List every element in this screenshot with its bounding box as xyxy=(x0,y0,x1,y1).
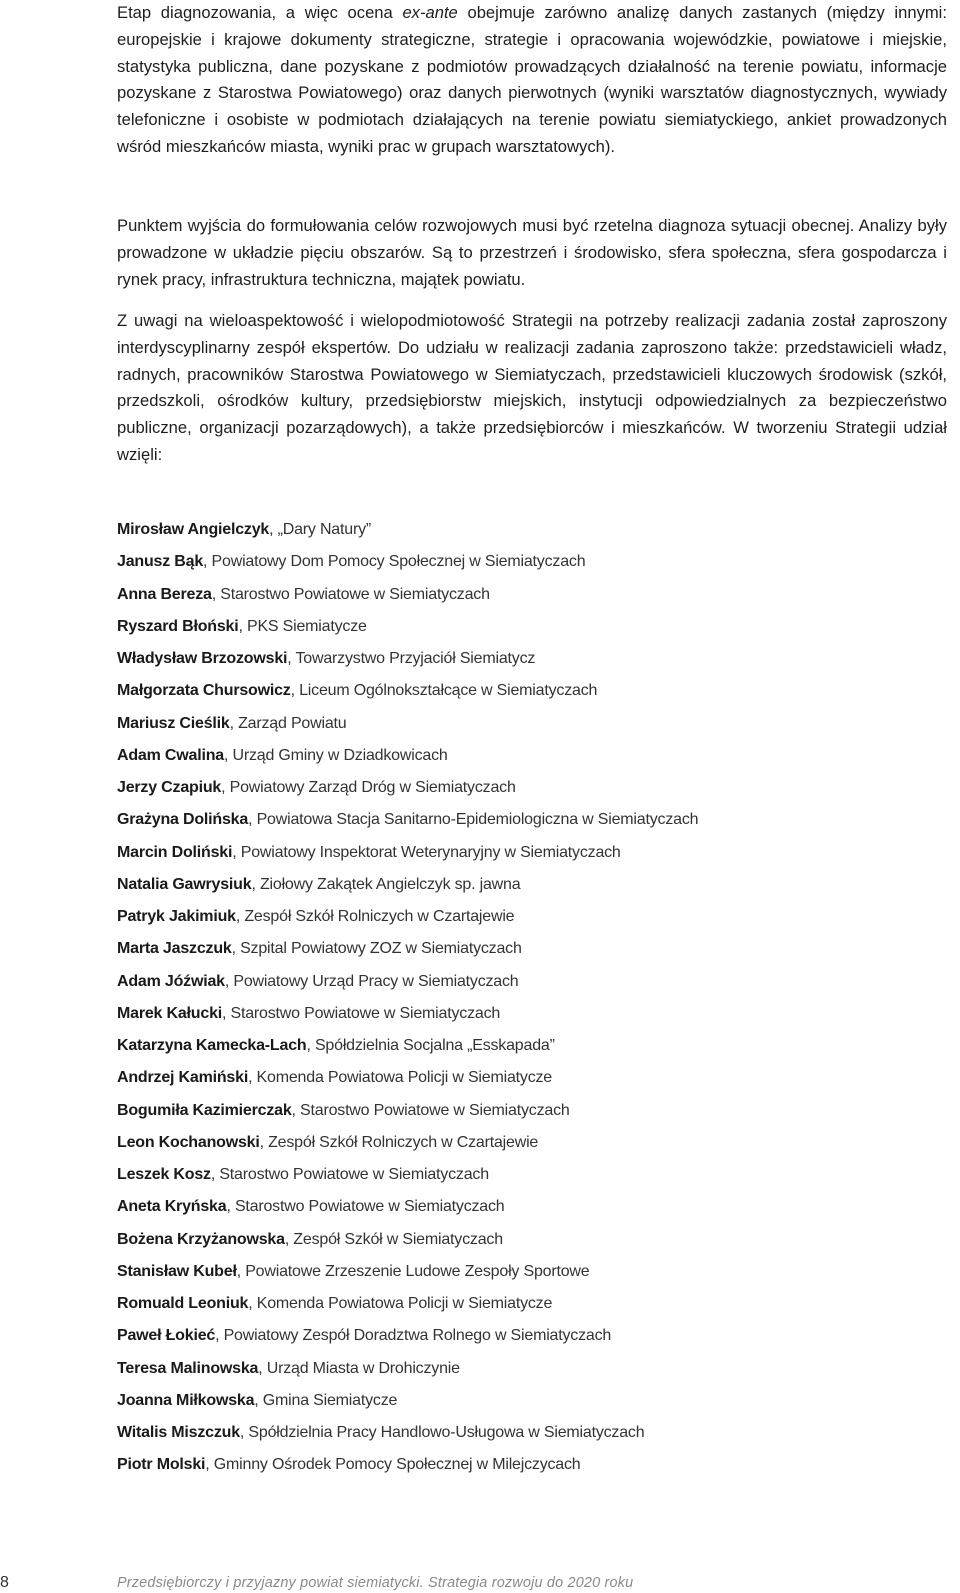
participant-name: Patryk Jakimiuk xyxy=(117,908,236,925)
participant-name: Andrzej Kamiński xyxy=(117,1069,249,1087)
paragraph-experts: Z uwagi na wieloaspektowość i wielopodmiotowość Strategii na potrzeby realizacji zadania został zaproszony interdyscyplinarny zespół ekspertów. Do udziału w realizacji zadania zaproszono także: przedstawicieli władz, radnych, pracowników Starostwa Powiatowego w Siemiatyczach, przedstawicieli kluczowych środowisk (szkół, przedszkoli, ośrodków kultury, przedsiębiorstw miejskich, instytucji odpowiedzialnych za bezpieczeństwo publiczne, organizacji pozarządowych), a także przedsiębiorców i mieszkańców. W tworzeniu Strategii udział wzięli: xyxy=(117,311,947,464)
participant-name: Ryszard Błoński xyxy=(117,617,239,635)
participant-name: Marek Kałucki xyxy=(117,1004,223,1022)
list-item xyxy=(117,1389,947,1421)
list-item xyxy=(117,873,947,905)
list-item xyxy=(117,647,947,679)
participant-name: Natalia Gawrysiuk xyxy=(117,875,252,893)
participant-organization: , Urząd Miasta w Drohiczynie xyxy=(258,1359,460,1377)
participant-name: Aneta Kryńska xyxy=(117,1198,227,1216)
list-item xyxy=(117,1324,947,1356)
participant-organization: , PKS Siemiatycze xyxy=(238,617,367,635)
participant-name: Mariusz Cieślik xyxy=(117,714,230,732)
participant-name: Adam Cwalina xyxy=(117,746,224,764)
participant-name: Adam Jóźwiak xyxy=(117,972,225,990)
paragraph-starting-point: Punktem wyjścia do formułowania celów rozwojowych musi być rzetelna diagnoza sytuacji obecnej. Analizy były prowadzone w układzie pięciu obszarów. Są to przestrzeń i środowisko, sfera społeczna, sfera gospodarcza i rynek pracy, infrastruktura techniczna, majątek powiatu. xyxy=(117,216,947,289)
list-item xyxy=(117,1228,947,1260)
participant-organization: , Zarząd Powiatu xyxy=(229,714,347,732)
list-item xyxy=(117,1357,947,1389)
participant-organization: , Spółdzielnia Socjalna „Esskapada” xyxy=(306,1037,555,1054)
participant-name: Marta Jaszczuk xyxy=(117,940,232,958)
participant-name: Janusz Bąk xyxy=(117,553,204,571)
list-item xyxy=(117,1453,947,1485)
list-item xyxy=(117,744,947,776)
participant-name: Jerzy Czapiuk xyxy=(117,779,222,796)
list-item xyxy=(117,1195,947,1227)
participant-organization: , Urząd Gminy w Dziadkowicach xyxy=(223,746,448,764)
participant-name: Teresa Malinowska xyxy=(117,1359,259,1377)
participant-organization: , Powiatowy Urząd Pracy w Siemiatyczach xyxy=(224,972,519,990)
participant-name: Leon Kochanowski xyxy=(117,1133,260,1151)
list-item xyxy=(117,1099,947,1131)
participant-organization: , Starostwo Powiatowe w Siemiatyczach xyxy=(211,585,490,603)
participant-organization: , Gminny Ośrodek Pomocy Społecznej w Milejczycach xyxy=(205,1456,581,1474)
list-item xyxy=(117,615,947,647)
participant-organization: , Starostwo Powiatowe w Siemiatyczach xyxy=(226,1198,505,1216)
participant-organization: , Liceum Ogólnokształcące w Siemiatyczach xyxy=(290,682,598,700)
participant-organization: , Powiatowy Inspektorat Weterynaryjny w Siemiatyczach xyxy=(232,843,621,861)
participant-name: Anna Bereza xyxy=(117,585,212,603)
list-item xyxy=(117,1131,947,1163)
participant-organization: , Zespół Szkół Rolniczych w Czartajewie xyxy=(259,1133,539,1151)
participant-organization: , Starostwo Powiatowe w Siemiatyczach xyxy=(210,1166,489,1183)
paragraph-diagnosis-start: Etap diagnozowania, a więc ocena xyxy=(117,3,403,22)
participant-name: Grażyna Dolińska xyxy=(117,811,249,829)
participant-name: Mirosław Angielczyk xyxy=(117,521,270,538)
participant-name: Bożena Krzyżanowska xyxy=(117,1230,285,1248)
list-item xyxy=(117,1260,947,1292)
list-item xyxy=(117,937,947,969)
participant-organization: , „Dary Natury” xyxy=(269,521,372,538)
participant-organization: , Komenda Powiatowa Policji w Siemiatycze xyxy=(248,1069,552,1087)
list-item xyxy=(117,970,947,1002)
paragraph-diagnosis xyxy=(117,0,947,161)
page-footer xyxy=(0,1574,960,1593)
participant-name: Bogumiła Kazimierczak xyxy=(117,1101,292,1119)
list-item xyxy=(117,550,947,582)
participant-organization: , Powiatowy Dom Pomocy Społecznej w Siemiatyczach xyxy=(203,553,586,571)
footer-title: Przedsiębiorczy i przyjazny powiat siemiatycki. Strategia rozwoju do 2020 roku xyxy=(117,1575,634,1591)
list-item xyxy=(117,808,947,840)
list-item xyxy=(117,905,947,937)
participant-organization: , Spółdzielnia Pracy Handlowo-Usługowa w Siemiatyczach xyxy=(239,1424,645,1441)
participant-organization: , Starostwo Powiatowe w Siemiatyczach xyxy=(291,1101,570,1119)
list-item xyxy=(117,1066,947,1098)
list-item xyxy=(117,841,947,873)
list-item xyxy=(117,518,947,550)
participant-organization: , Gmina Siemiatycze xyxy=(254,1391,398,1409)
participants-list xyxy=(117,518,947,1486)
participant-name: Joanna Miłkowska xyxy=(117,1391,255,1409)
participant-organization: , Komenda Powiatowa Policji w Siemiatycze xyxy=(248,1295,553,1312)
participant-name: Leszek Kosz xyxy=(117,1166,211,1183)
participant-organization: , Zespół Szkół Rolniczych w Czartajewie xyxy=(235,908,515,925)
participant-name: Paweł Łokieć xyxy=(117,1327,216,1345)
participant-name: Piotr Molski xyxy=(117,1456,206,1474)
list-item xyxy=(117,1034,947,1066)
participant-name: Marcin Doliński xyxy=(117,843,233,861)
list-item xyxy=(117,1421,947,1453)
participant-organization: , Powiatowe Zrzeszenie Ludowe Zespoły Sportowe xyxy=(236,1262,590,1280)
list-item xyxy=(117,712,947,744)
participant-organization: , Zespół Szkół w Siemiatyczach xyxy=(284,1230,503,1248)
participant-name: Małgorzata Chursowicz xyxy=(117,682,291,700)
participant-name: Władysław Brzozowski xyxy=(117,650,288,667)
paragraph-diagnosis-italic: ex-ante xyxy=(402,3,458,22)
participant-organization: , Starostwo Powiatowe w Siemiatyczach xyxy=(222,1004,501,1022)
list-item xyxy=(117,679,947,711)
list-item xyxy=(117,583,947,615)
participant-name: Stanisław Kubeł xyxy=(117,1262,237,1280)
participant-organization: , Towarzystwo Przyjaciół Siemiatycz xyxy=(287,650,536,667)
participant-name: Witalis Miszczuk xyxy=(117,1424,240,1441)
paragraph-diagnosis-rest: obejmuje zarówno analizę danych zastanych (między innymi: europejskie i krajowe dokumenty strategiczne, strategie i opracowania wojewódzkie, powiatowe i miejskie, statystyka publiczna, dane pozyskane z podmiotów prowadzących działalność na terenie powiatu, informacje pozyskane z Starostwa Powiatowego) oraz danych pierwotnych (wyniki warsztatów diagnostycznych, wywiady telefoniczne i osobiste w podmiotach działających na terenie powiatu siemiatyckiego, ankiet prowadzonych wśród mieszkańców miasta, wyniki prac w grupach warsztatowych). xyxy=(117,3,947,156)
list-item xyxy=(117,1292,947,1324)
participant-organization: , Ziołowy Zakątek Angielczyk sp. jawna xyxy=(251,875,521,893)
participant-organization: , Powiatowa Stacja Sanitarno-Epidemiologiczna w Siemiatyczach xyxy=(248,811,699,829)
participant-organization: , Powiatowy Zarząd Dróg w Siemiatyczach xyxy=(221,779,516,796)
list-item xyxy=(117,1163,947,1195)
list-item xyxy=(117,1002,947,1034)
participant-name: Katarzyna Kamecka-Lach xyxy=(117,1037,307,1054)
participant-organization: , Szpital Powiatowy ZOZ w Siemiatyczach xyxy=(231,940,522,958)
participant-name: Romuald Leoniuk xyxy=(117,1295,249,1312)
list-item xyxy=(117,776,947,808)
page-number: 8 xyxy=(0,1574,9,1591)
participant-organization: , Powiatowy Zespół Doradztwa Rolnego w Siemiatyczach xyxy=(215,1327,612,1345)
